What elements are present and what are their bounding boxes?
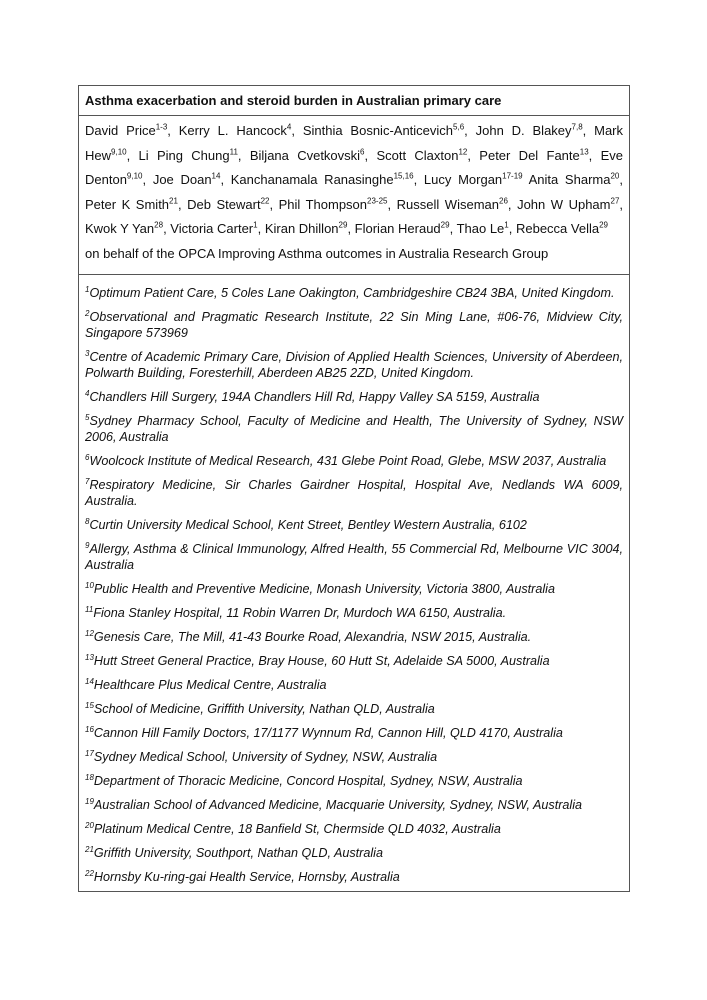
affiliation-item bbox=[85, 749, 623, 765]
affiliation-text: Hornsby Ku-ring-gai Health Service, Hornsby, Australia bbox=[93, 870, 400, 884]
affiliation-item bbox=[85, 389, 623, 405]
affiliation-number: 8 bbox=[85, 516, 90, 526]
author bbox=[376, 148, 467, 163]
author bbox=[355, 221, 450, 236]
affiliation-number: 13 bbox=[85, 652, 94, 662]
author-affiliation-numbers: 1 bbox=[504, 220, 509, 230]
affiliation-text: Cannon Hill Family Doctors, 17/1177 Wynnum Rd, Cannon Hill, QLD 4170, Australia bbox=[93, 726, 563, 740]
author-name: Russell Wiseman bbox=[396, 196, 499, 212]
author-affiliation-numbers: 29 bbox=[440, 220, 450, 230]
affiliation-number: 12 bbox=[85, 628, 94, 638]
author bbox=[303, 123, 464, 138]
author-name: Kanchanamala Ranasinghe bbox=[230, 172, 394, 187]
author-separator: , bbox=[364, 147, 377, 163]
affiliation-number: 3 bbox=[85, 348, 90, 358]
author-affiliation-numbers: 11 bbox=[229, 147, 238, 157]
affiliation-number: 6 bbox=[85, 452, 90, 462]
author-name: Joe Doan bbox=[152, 172, 212, 187]
author-name: Phil Thompson bbox=[278, 196, 368, 212]
author bbox=[476, 123, 583, 138]
affiliation-number: 15 bbox=[85, 700, 94, 710]
author-name: David Price bbox=[85, 123, 156, 138]
affiliation-item bbox=[85, 629, 623, 645]
author-name: Anita Sharma bbox=[528, 172, 611, 187]
author bbox=[153, 172, 221, 187]
author-affiliation-numbers: 29 bbox=[599, 220, 608, 230]
affiliation-text: Observational and Pragmatic Research Institute, 22 Sin Ming Lane, #06-76, Midview City, Singapore 573969 bbox=[85, 310, 623, 340]
author-separator: , bbox=[449, 221, 457, 236]
author-name: Kwok Y Yan bbox=[85, 221, 155, 236]
affiliation-number: 17 bbox=[85, 748, 94, 758]
author bbox=[85, 123, 167, 138]
author-separator: , bbox=[347, 221, 355, 236]
author-name: Peter K Smith bbox=[85, 196, 170, 212]
author bbox=[279, 197, 388, 212]
author-separator: , bbox=[269, 196, 279, 212]
author-separator: , bbox=[163, 221, 171, 236]
author-name: John W Upham bbox=[517, 196, 611, 212]
author-affiliation-numbers: 22 bbox=[260, 196, 270, 206]
affiliation-item bbox=[85, 653, 623, 669]
affiliation-number: 22 bbox=[85, 868, 94, 878]
author-affiliation-numbers: 13 bbox=[579, 147, 589, 157]
affiliation-text: Optimum Patient Care, 5 Coles Lane Oakington, Cambridgeshire CB24 3BA, United Kingdom. bbox=[89, 286, 615, 300]
author bbox=[265, 221, 348, 236]
affiliation-item bbox=[85, 869, 623, 885]
author-affiliation-numbers: 1 bbox=[253, 220, 258, 230]
author-affiliation-numbers: 17-19 bbox=[502, 171, 523, 181]
affiliation-number: 19 bbox=[85, 796, 94, 806]
affiliation-item bbox=[85, 845, 623, 861]
author-separator: , bbox=[464, 123, 476, 138]
author bbox=[231, 172, 414, 187]
affiliation-text: Chandlers Hill Surgery, 194A Chandlers Hill Rd, Happy Valley SA 5159, Australia bbox=[89, 390, 540, 404]
author bbox=[457, 221, 509, 236]
author-separator: , bbox=[126, 147, 139, 163]
author-separator: , bbox=[237, 147, 250, 163]
affiliation-number: 5 bbox=[85, 412, 90, 422]
author bbox=[139, 148, 238, 163]
author-separator: , bbox=[619, 172, 623, 187]
affiliation-item bbox=[85, 677, 623, 693]
affiliation-item bbox=[85, 773, 623, 789]
author-name: John D. Blakey bbox=[475, 123, 572, 138]
affiliation-text: Sydney Medical School, University of Sydney, NSW, Australia bbox=[93, 750, 438, 764]
author-separator: , bbox=[387, 196, 397, 212]
author-separator: , bbox=[467, 147, 480, 163]
affiliation-number: 21 bbox=[85, 844, 94, 854]
affiliation-text: Healthcare Plus Medical Centre, Australia bbox=[93, 678, 327, 692]
affiliation-number: 20 bbox=[85, 820, 94, 830]
author-name: Mark Hew bbox=[85, 123, 624, 163]
affiliation-number: 4 bbox=[85, 388, 90, 398]
author-separator: , bbox=[582, 123, 595, 138]
author-separator: , bbox=[413, 172, 424, 187]
author-separator: , bbox=[619, 196, 624, 212]
author-affiliation-numbers: 7,8 bbox=[571, 122, 583, 132]
author-name: Scott Claxton bbox=[376, 147, 459, 163]
affiliation-text: Griffith University, Southport, Nathan QLD, Australia bbox=[93, 846, 383, 860]
affiliation-item bbox=[85, 477, 623, 509]
affiliation-number: 2 bbox=[85, 308, 90, 318]
author-affiliation-numbers: 9,10 bbox=[126, 171, 143, 181]
author bbox=[424, 172, 523, 187]
author-affiliation-numbers: 27 bbox=[610, 196, 620, 206]
author-affiliation-numbers: 9,10 bbox=[111, 147, 127, 157]
author-affiliation-numbers: 4 bbox=[286, 122, 292, 132]
affiliation-number: 10 bbox=[85, 580, 94, 590]
author-name: Deb Stewart bbox=[187, 196, 261, 212]
affiliation-item bbox=[85, 541, 623, 573]
affiliation-number: 16 bbox=[85, 724, 94, 734]
affiliation-item bbox=[85, 413, 623, 445]
author-affiliation-numbers: 26 bbox=[499, 196, 508, 206]
author-list bbox=[79, 116, 629, 275]
affiliation-item bbox=[85, 285, 623, 301]
affiliation-number: 7 bbox=[85, 476, 90, 486]
author-name: Thao Le bbox=[456, 221, 505, 236]
affiliation-text: Respiratory Medicine, Sir Charles Gairdner Hospital, Hospital Ave, Nedlands WA 6009, Australia. bbox=[85, 478, 623, 508]
author bbox=[170, 221, 257, 236]
author-name: Sinthia Bosnic-Anticevich bbox=[302, 123, 454, 138]
affiliation-number: 14 bbox=[85, 676, 94, 686]
author-affiliation-numbers: 6 bbox=[360, 147, 365, 157]
author-affiliation-numbers: 5,6 bbox=[453, 122, 465, 132]
affiliation-text: Department of Thoracic Medicine, Concord Hospital, Sydney, NSW, Australia bbox=[93, 774, 523, 788]
affiliation-item bbox=[85, 453, 623, 469]
author-name: Peter Del Fante bbox=[479, 147, 580, 163]
author bbox=[85, 221, 163, 236]
affiliation-text: Genesis Care, The Mill, 41-43 Bourke Road, Alexandria, NSW 2015, Australia. bbox=[93, 630, 532, 644]
author-separator: , bbox=[142, 172, 153, 187]
affiliation-text: Australian School of Advanced Medicine, Macquarie University, Sydney, NSW, Australia bbox=[93, 798, 583, 812]
author-name: Lucy Morgan bbox=[423, 172, 503, 187]
affiliation-text: Platinum Medical Centre, 18 Banfield St, Chermside QLD 4032, Australia bbox=[93, 822, 501, 836]
author bbox=[397, 197, 508, 212]
affiliation-text: Allergy, Asthma & Clinical Immunology, Alfred Health, 55 Commercial Rd, Melbourne VIC 3004, Australia bbox=[85, 542, 623, 572]
affiliation-text: Woolcock Institute of Medical Research, 431 Glebe Point Road, Glebe, MSW 2037, Australia bbox=[89, 454, 607, 468]
affiliation-item bbox=[85, 309, 623, 341]
author-separator: , bbox=[220, 172, 231, 187]
affiliation-item bbox=[85, 701, 623, 717]
author bbox=[187, 197, 269, 212]
title-page-table bbox=[78, 85, 630, 892]
affiliation-item bbox=[85, 605, 623, 621]
author-separator: , bbox=[167, 123, 179, 138]
affiliation-number: 1 bbox=[85, 284, 90, 294]
affiliation-text: School of Medicine, Griffith University, Nathan QLD, Australia bbox=[93, 702, 435, 716]
author-separator: , bbox=[257, 221, 265, 236]
affiliation-text: Public Health and Preventive Medicine, Monash University, Victoria 3800, Australia bbox=[93, 582, 555, 596]
research-group: on behalf of the OPCA Improving Asthma outcomes in Australia Research Group bbox=[85, 245, 549, 261]
author bbox=[516, 221, 608, 236]
affiliation-text: Sydney Pharmacy School, Faculty of Medicine and Health, The University of Sydney, NSW 2006, Australia bbox=[85, 414, 623, 444]
author bbox=[179, 123, 292, 138]
affiliation-number: 11 bbox=[85, 604, 94, 614]
affiliation-list bbox=[79, 275, 629, 891]
author-name: Rebecca Vella bbox=[515, 221, 600, 236]
affiliation-item bbox=[85, 821, 623, 837]
affiliation-item bbox=[85, 725, 623, 741]
author-separator: , bbox=[508, 221, 516, 236]
author-affiliation-numbers: 23-25 bbox=[367, 196, 388, 206]
author bbox=[85, 197, 178, 212]
author-name: Li Ping Chung bbox=[138, 147, 230, 163]
author-name: Eve Denton bbox=[85, 147, 623, 187]
author bbox=[250, 148, 365, 163]
author-affiliation-numbers: 21 bbox=[169, 196, 178, 206]
author-name: Victoria Carter bbox=[170, 221, 254, 236]
affiliation-item bbox=[85, 581, 623, 597]
author-affiliation-numbers: 20 bbox=[610, 171, 620, 181]
affiliation-number: 18 bbox=[85, 772, 94, 782]
author bbox=[517, 197, 619, 212]
author-name: Kiran Dhillon bbox=[264, 221, 339, 236]
author-separator: , bbox=[177, 196, 188, 212]
author bbox=[529, 172, 620, 187]
affiliation-text: Hutt Street General Practice, Bray House, 60 Hutt St, Adelaide SA 5000, Australia bbox=[93, 654, 550, 668]
paper-title: Asthma exacerbation and steroid burden in Australian primary care bbox=[79, 86, 629, 116]
affiliation-number: 9 bbox=[85, 540, 90, 550]
affiliation-item bbox=[85, 349, 623, 381]
author-affiliation-numbers: 1-3 bbox=[155, 122, 168, 132]
author-affiliation-numbers: 29 bbox=[338, 220, 348, 230]
affiliation-item bbox=[85, 517, 623, 533]
author-affiliation-numbers: 28 bbox=[154, 220, 164, 230]
author-affiliation-numbers: 15,16 bbox=[393, 171, 414, 181]
author-separator: , bbox=[291, 123, 303, 138]
author-affiliation-numbers: 14 bbox=[211, 171, 221, 181]
affiliation-text: Fiona Stanley Hospital, 11 Robin Warren Dr, Murdoch WA 6150, Australia. bbox=[93, 606, 507, 620]
author bbox=[479, 148, 588, 163]
author-separator: , bbox=[507, 196, 518, 212]
author-separator: , bbox=[588, 147, 601, 163]
author-affiliation-numbers: 12 bbox=[458, 147, 468, 157]
author-name: Biljana Cvetkovski bbox=[249, 147, 361, 163]
author-name: Kerry L. Hancock bbox=[178, 123, 287, 138]
affiliation-text: Curtin University Medical School, Kent Street, Bentley Western Australia, 6102 bbox=[89, 518, 527, 532]
affiliation-text: Centre of Academic Primary Care, Division of Applied Health Sciences, University of Aberdeen, Polwarth Building, Foresterhill, Aberdeen AB25 2ZD, United Kingdom. bbox=[85, 350, 623, 380]
author-name: Florian Heraud bbox=[354, 221, 441, 236]
affiliation-item bbox=[85, 797, 623, 813]
